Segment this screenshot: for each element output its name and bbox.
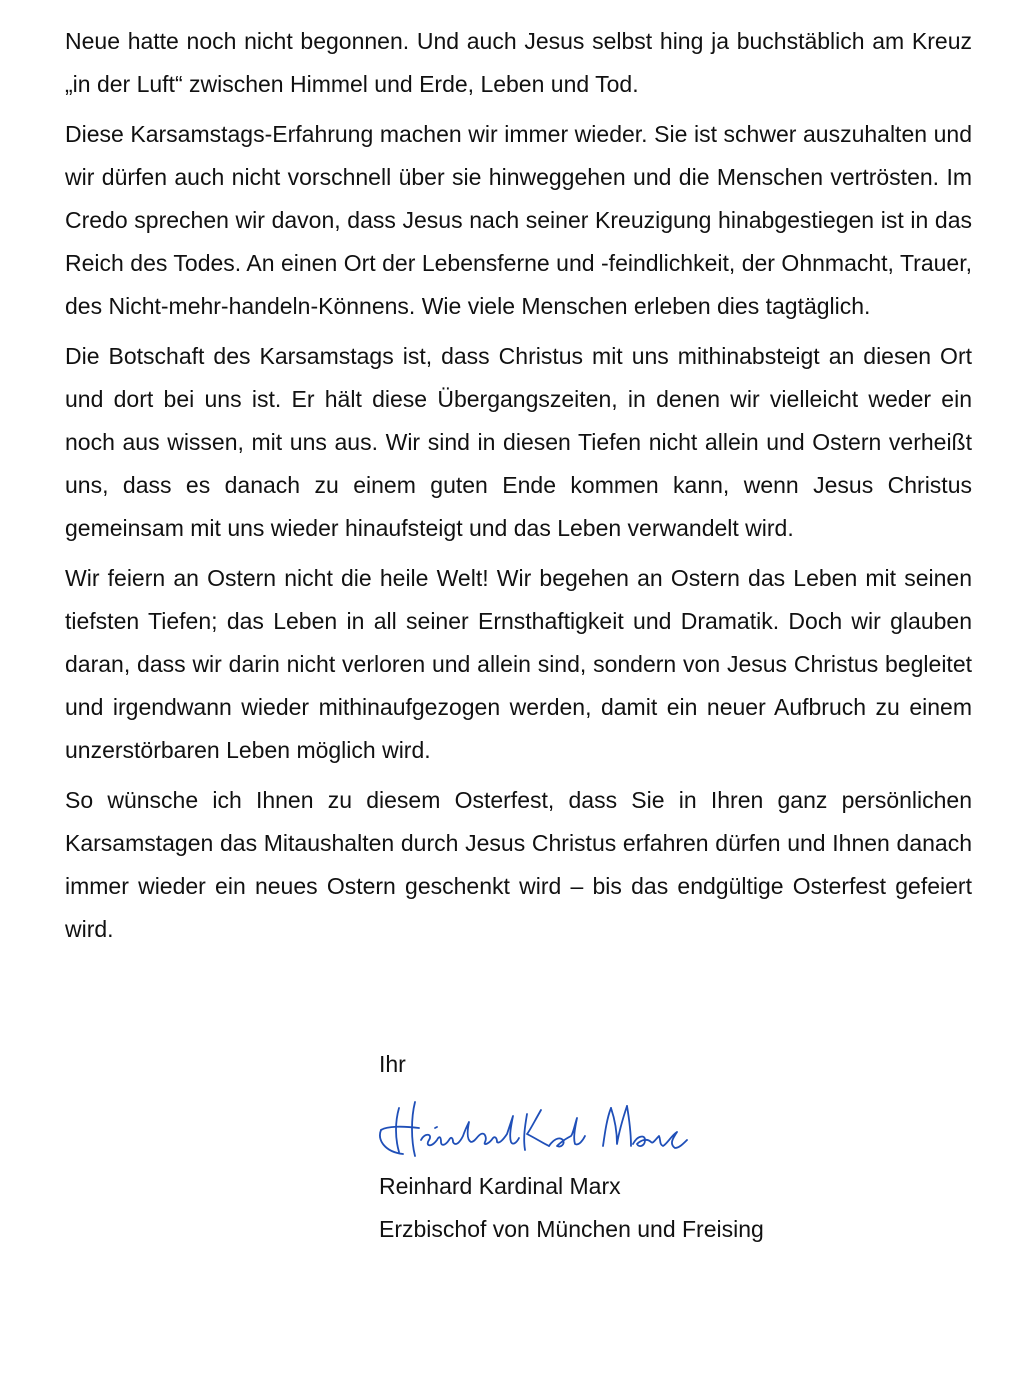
paragraph-3: Die Botschaft des Karsamstags ist, dass Christus mit uns mithinabsteigt an diesen Ort und dort bei uns ist. Er hält diese Übergangszeiten, in denen wir vielleicht weder ein noch aus wissen, mit uns aus. Wir sind in diesen Tiefen nicht allein und Ostern verheißt uns, dass es danach zu einem guten Ende kommen kann, wenn Jesus Christus gemeinsam mit uns wieder hinaufsteigt und das Leben verwandelt wird.	[65, 343, 972, 541]
paragraph-5: So wünsche ich Ihnen zu diesem Osterfest, dass Sie in Ihren ganz persönlichen Karsamstagen das Mitaushalten durch Jesus Christus erfahren dürfen und Ihnen danach immer wieder ein neues Ostern geschenkt wird – bis das endgültige Osterfest gefeiert wird.	[65, 787, 972, 942]
handwritten-signature	[377, 1096, 697, 1162]
letter-body	[65, 20, 972, 958]
paragraph-1: Neue hatte noch nicht begonnen. Und auch Jesus selbst hing ja buchstäblich am Kreuz „in der Luft“ zwischen Himmel und Erde, Leben und Tod.	[65, 28, 972, 97]
paragraph-4: Wir feiern an Ostern nicht die heile Welt! Wir begehen an Ostern das Leben mit seinen tiefsten Tiefen; das Leben in all seiner Ernsthaftigkeit und Dramatik. Doch wir glauben daran, dass wir darin nicht verloren und allein sind, sondern von Jesus Christus begleitet und irgendwann wieder mithinaufgezogen werden, damit ein neuer Aufbruch zu einem unzerstörbaren Leben möglich wird.	[65, 565, 972, 763]
closing-salutation: Ihr	[379, 1051, 406, 1077]
signer-title: Erzbischof von München und Freising	[379, 1216, 764, 1242]
signer-name: Reinhard Kardinal Marx	[379, 1173, 621, 1199]
paragraph-2: Diese Karsamstags-Erfahrung machen wir immer wieder. Sie ist schwer auszuhalten und wir dürfen auch nicht vorschnell über sie hinweggehen und die Menschen vertrösten. Im Credo sprechen wir davon, dass Jesus nach seiner Kreuzigung hinabgestiegen ist in das Reich des Todes. An einen Ort der Lebensferne und -feindlichkeit, der Ohnmacht, Trauer, des Nicht-mehr-handeln-Könnens. Wie viele Menschen erleben dies tagtäglich.	[65, 121, 972, 319]
letter-closing	[379, 1043, 979, 1251]
